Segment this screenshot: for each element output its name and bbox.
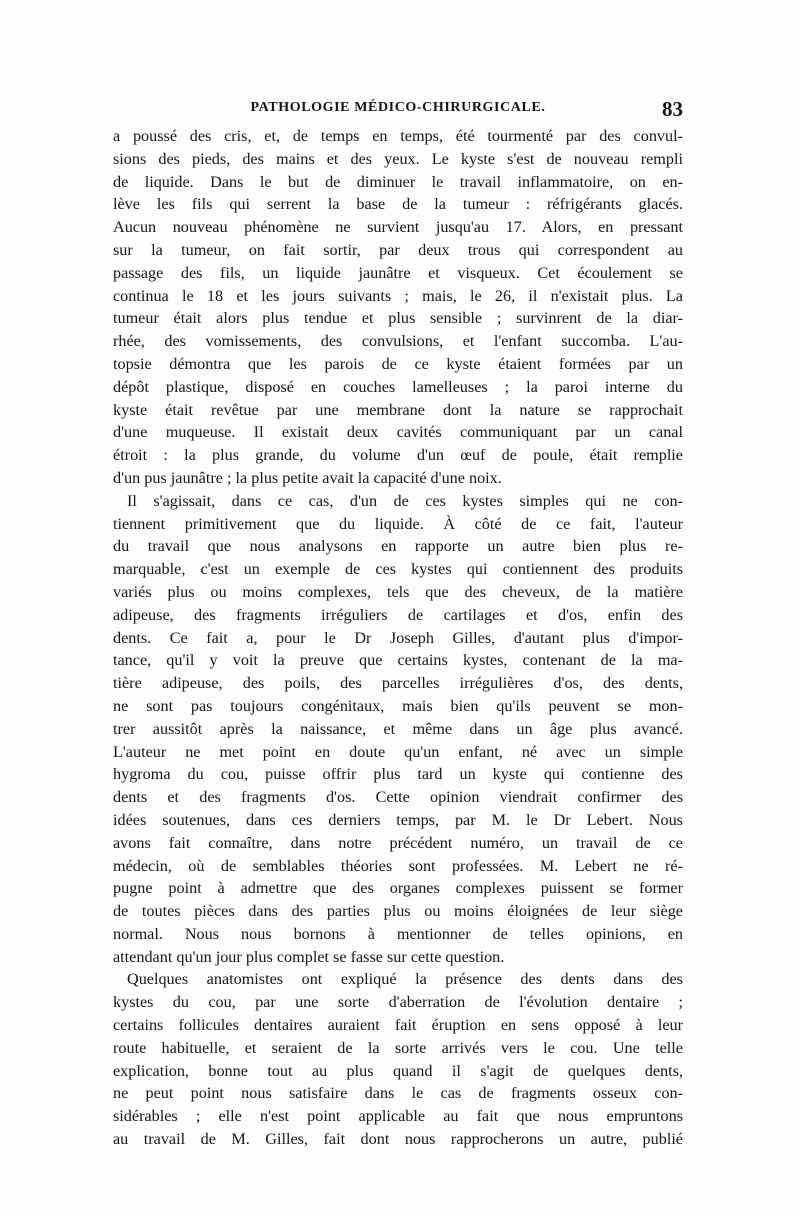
text-line: continua le 18 et les jours suivants ; mais, le 26, il n'existait plus. La [113, 286, 683, 305]
text-line: médecin, où de semblables théories sont professées. M. Lebert ne ré- [113, 856, 683, 875]
text-line: du travail que nous analysons en rapporte un autre bien plus re- [113, 537, 683, 556]
text-line: tance, qu'il y voit la preuve que certains kystes, contenant de la ma- [113, 651, 683, 670]
text-line: Aucun nouveau phénomène ne survient jusqu'au 17. Alors, en pressant [113, 218, 683, 237]
text-line: ne peut point nous satisfaire dans le cas de fragments osseux con- [113, 1084, 683, 1103]
page-header [113, 97, 683, 121]
text-line: d'un pus jaunâtre ; la plus petite avait la capacité d'une noix. [113, 468, 502, 487]
text-line: tumeur était alors plus tendue et plus sensible ; survinrent de la diar- [113, 309, 683, 328]
text-line: sidérables ; elle n'est point applicable au fait que nous empruntons [113, 1107, 683, 1126]
text-line: au travail de M. Gilles, fait dont nous rapprocherons un autre, publié [113, 1130, 683, 1149]
text-line: sions des pieds, des mains et des yeux. Le kyste s'est de nouveau rempli [113, 149, 683, 168]
text-line: route habituelle, et seraient de la sorte arrivés vers le cou. Une telle [113, 1038, 683, 1057]
text-line: tiennent primitivement que du liquide. À côté de ce fait, l'auteur [113, 514, 683, 533]
text-line: étroit : la plus grande, du volume d'un œuf de poule, était remplie [113, 446, 683, 465]
text-line: d'une muqueuse. Il existait deux cavités communiquant par un canal [113, 423, 683, 442]
text-line: trer aussitôt après la naissance, et même dans un âge plus avancé. [113, 719, 683, 738]
text-line: ne sont pas toujours congénitaux, mais bien qu'ils peuvent se mon- [113, 696, 683, 715]
text-line: kystes du cou, par une sorte d'aberration de l'évolution dentaire ; [113, 993, 683, 1012]
text-line: variés plus ou moins complexes, tels que des cheveux, de la matière [113, 582, 683, 601]
text-line: dents et des fragments d'os. Cette opinion viendrait confirmer des [113, 788, 683, 807]
text-line: idées soutenues, dans ces derniers temps, par M. le Dr Lebert. Nous [113, 810, 683, 829]
text-line: certains follicules dentaires auraient fait éruption en sens opposé à leur [113, 1016, 683, 1035]
text-line: marquable, c'est un exemple de ces kystes qui contiennent des produits [113, 560, 683, 579]
text-line: Quelques anatomistes ont expliqué la présence des dents dans des [127, 970, 683, 989]
text-line: avons fait connaître, dans notre précédent numéro, un travail de ce [113, 833, 683, 852]
text-line: normal. Nous nous bornons à mentionner de telles opinions, en [113, 924, 683, 943]
text-line: pugne point à admettre que des organes complexes puissent se former [113, 879, 683, 898]
text-line: rhée, des vomissements, des convulsions, et l'enfant succomba. L'au- [113, 332, 683, 351]
page-number: 83 [662, 97, 683, 121]
text-line: lève les fils qui serrent la base de la tumeur : réfrigérants glacés. [113, 195, 683, 214]
text-line: de toutes pièces dans des parties plus ou moins éloignées de leur siège [113, 902, 683, 921]
text-line: hygroma du cou, puisse offrir plus tard un kyste qui contienne des [113, 765, 683, 784]
text-line: kyste était revêtue par une membrane dont la nature se rapprochait [113, 400, 683, 419]
text-line: dents. Ce fait a, pour le Dr Joseph Gilles, d'autant plus d'impor- [113, 628, 683, 647]
text-line: Il s'agissait, dans ce cas, d'un de ces kystes simples qui ne con- [127, 491, 683, 510]
text-line: a poussé des cris, et, de temps en temps, été tourmenté par des convul- [113, 127, 683, 145]
body-text [113, 125, 683, 1151]
text-line: sur la tumeur, on fait sortir, par deux trous qui correspondent au [113, 240, 683, 259]
text-line: adipeuse, des fragments irréguliers de cartilages et d'os, enfin des [113, 605, 683, 624]
text-line: topsie démontra que les parois de ce kyste étaient formées par un [113, 354, 683, 373]
text-line: de liquide. Dans le but de diminuer le travail inflammatoire, on en- [113, 172, 683, 191]
text-line: attendant qu'un jour plus complet se fasse sur cette question. [113, 947, 505, 966]
text-line: L'auteur ne met point en doute qu'un enfant, né avec un simple [113, 742, 683, 761]
text-line: tière adipeuse, des poils, des parcelles irrégulières d'os, des dents, [113, 674, 683, 693]
text-line: passage des fils, un liquide jaunâtre et visqueux. Cet écoulement se [113, 263, 683, 282]
running-title: PATHOLOGIE MÉDICO-CHIRURGICALE. [250, 100, 546, 115]
text-line: dépôt plastique, disposé en couches lamelleuses ; la paroi interne du [113, 377, 683, 396]
text-line: explication, bonne tout au plus quand il s'agit de quelques dents, [113, 1061, 683, 1080]
